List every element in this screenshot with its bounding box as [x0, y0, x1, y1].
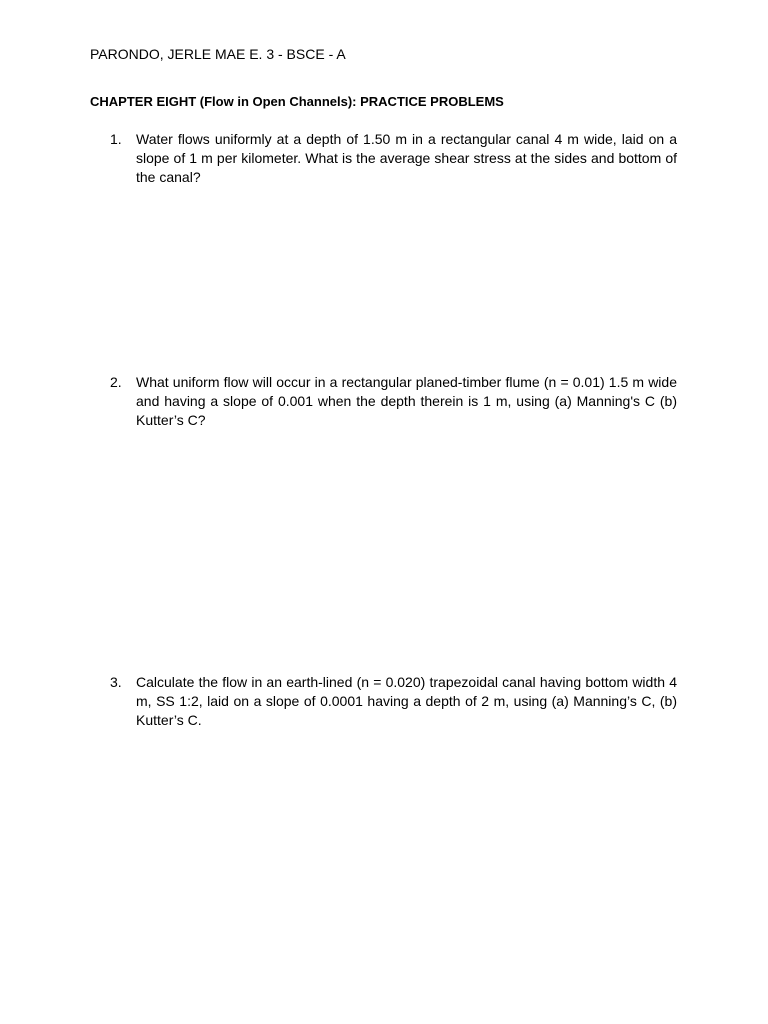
problem-text: Water flows uniformly at a depth of 1.50 m in a rectangular canal 4 m wide, laid on a slope of 1 m per kilometer. What is the average shear stress at the sides and bottom of the canal?: [136, 131, 677, 185]
problem-number: 1.: [110, 131, 122, 147]
chapter-title: CHAPTER EIGHT (Flow in Open Channels): PRACTICE PROBLEMS: [90, 94, 504, 109]
problem-item-3: [110, 673, 677, 730]
problem-item-2: [110, 373, 677, 430]
student-header: PARONDO, JERLE MAE E. 3 - BSCE - A: [90, 46, 346, 62]
problem-number: 2.: [110, 374, 122, 390]
problem-text: What uniform flow will occur in a rectangular planed-timber flume (n = 0.01) 1.5 m wide and having a slope of 0.001 when the depth therein is 1 m, using (a) Manning's C (b) Kutter’s C?: [136, 374, 677, 428]
problem-item-1: [110, 130, 677, 187]
problem-number: 3.: [110, 674, 122, 690]
problem-text: Calculate the flow in an earth-lined (n = 0.020) trapezoidal canal having bottom width 4 m, SS 1:2, laid on a slope of 0.0001 having a depth of 2 m, using (a) Manning’s C, (b) Kutter’s C.: [136, 674, 677, 728]
